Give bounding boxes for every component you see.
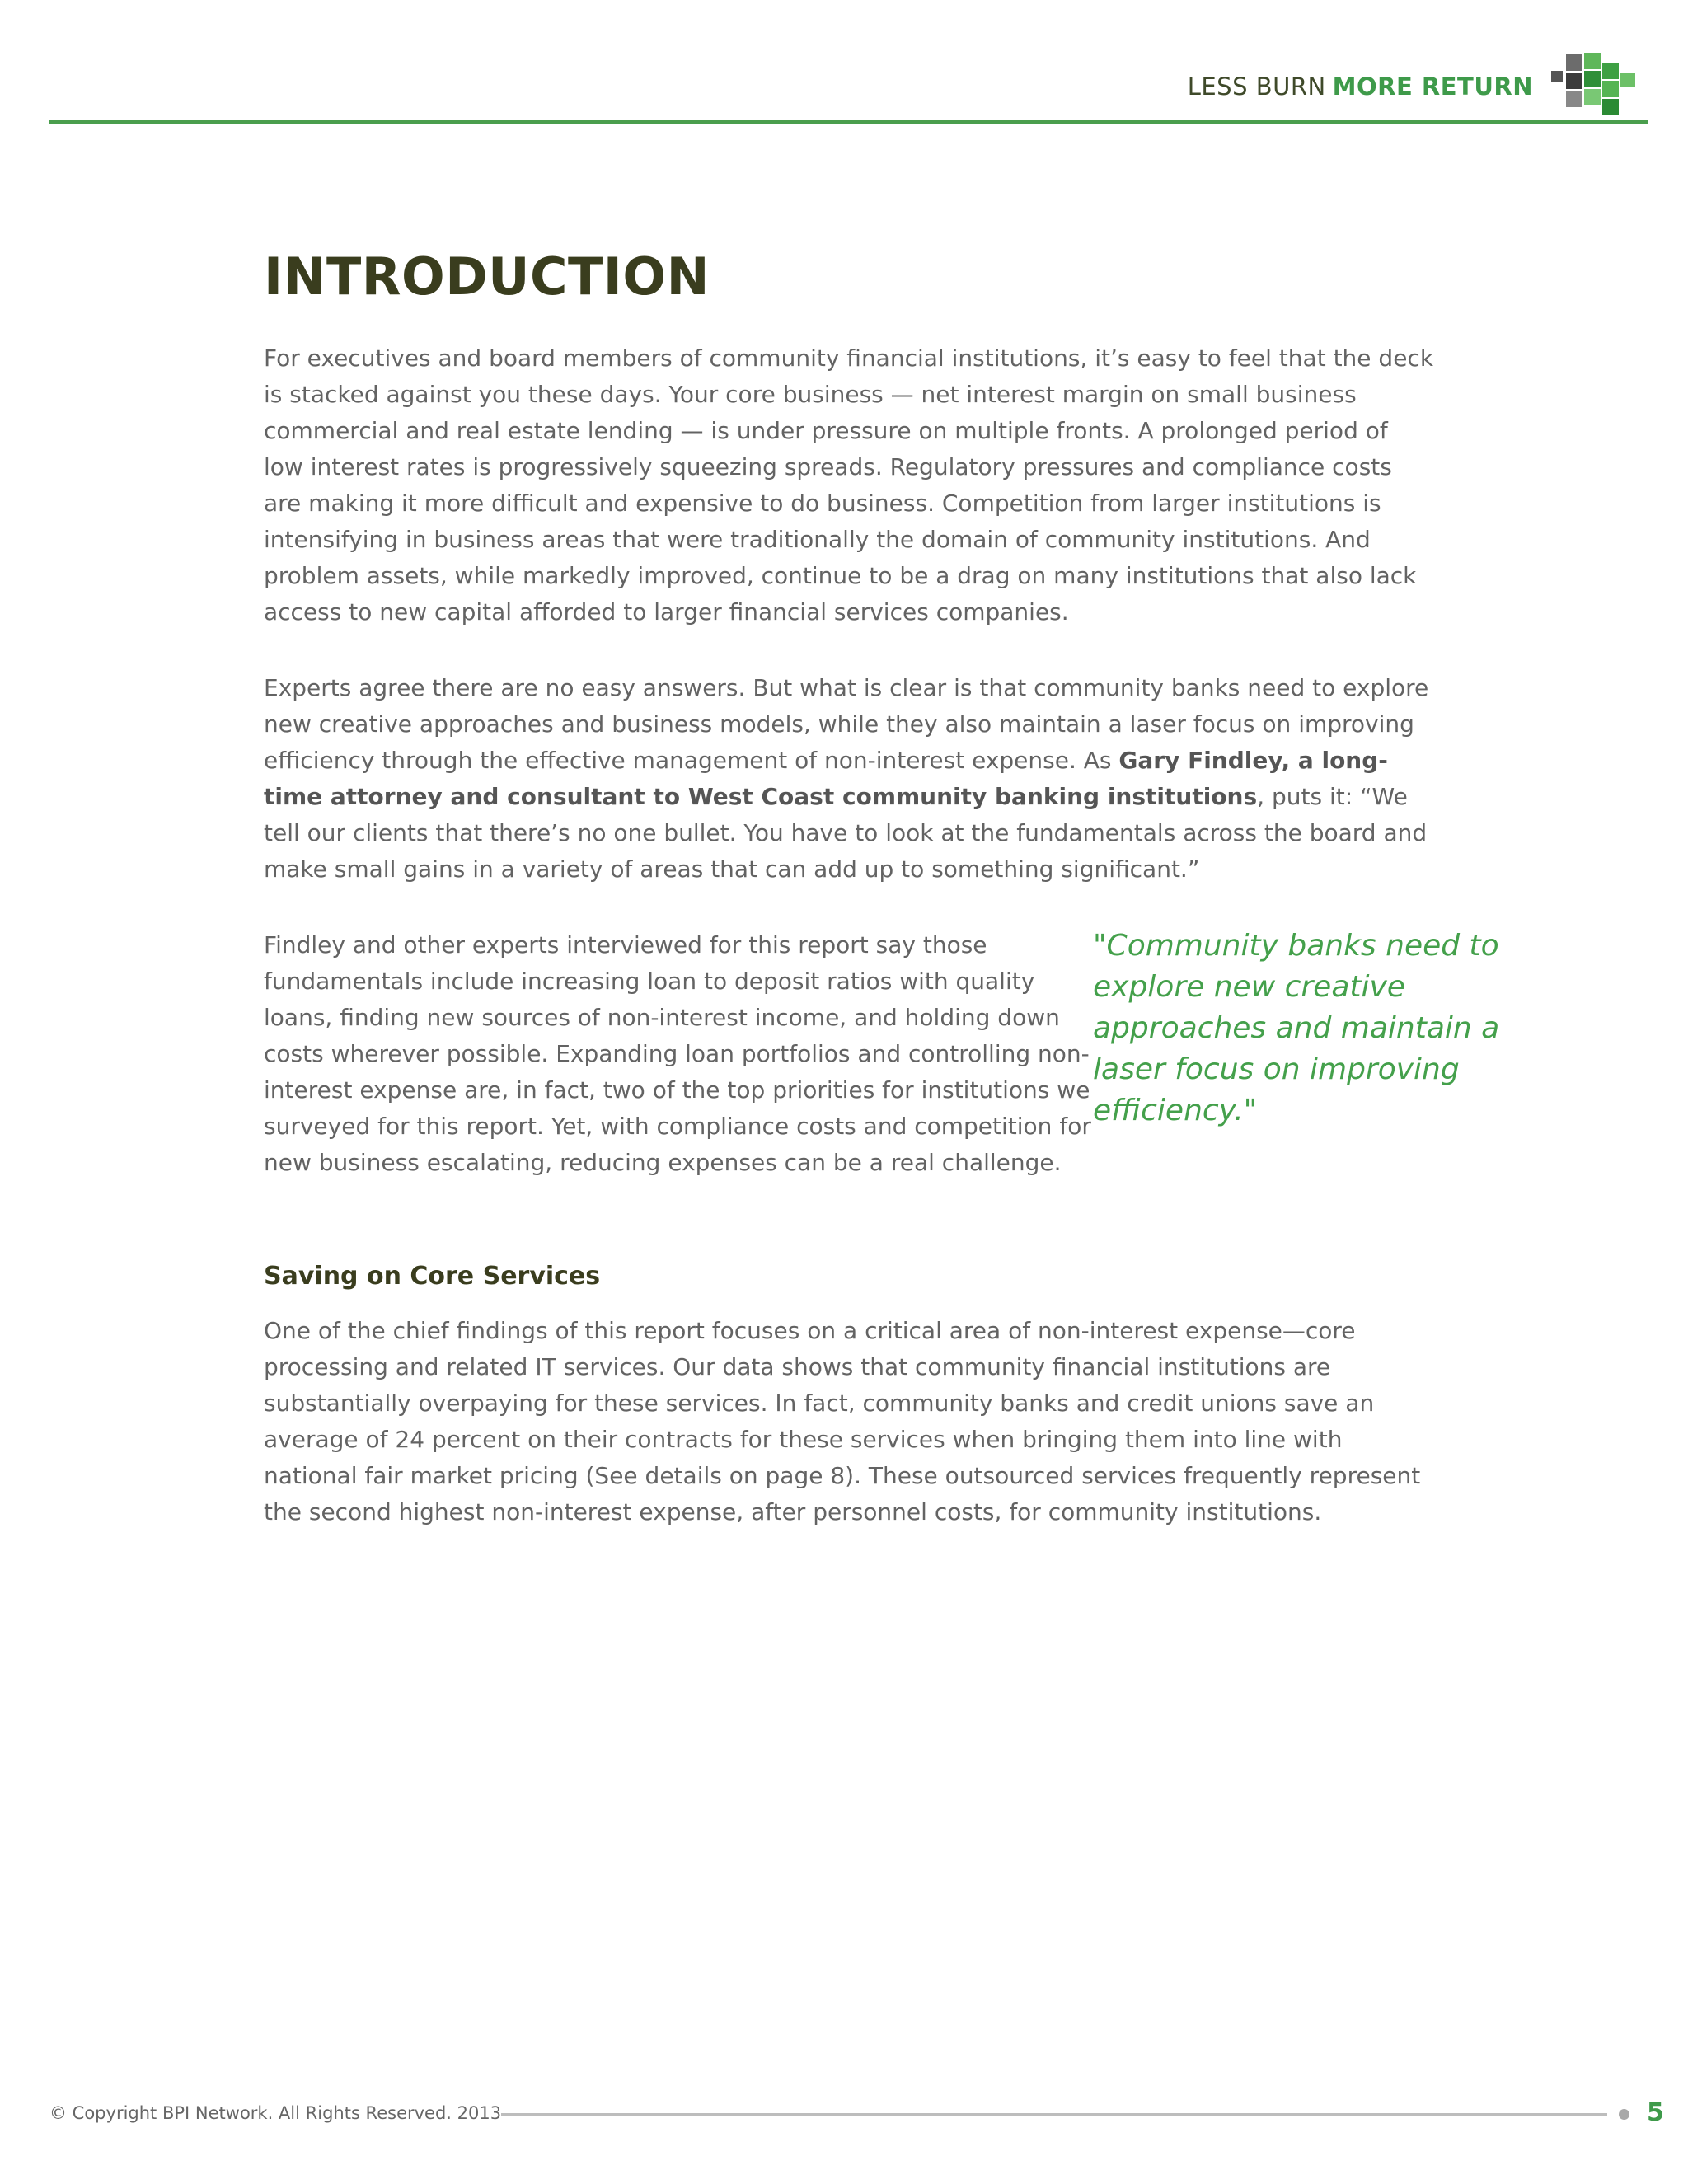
footer-rule bbox=[501, 2113, 1607, 2116]
paragraph-2-bold: Gary Findley, a long-time attorney and consultant to West Coast community banking institutions bbox=[264, 747, 1388, 811]
header-rule bbox=[49, 120, 1648, 124]
page-footer bbox=[49, 2098, 1664, 2131]
footer-dot bbox=[1619, 2109, 1629, 2120]
page-number: 5 bbox=[1647, 2098, 1664, 2127]
green-grey-squares-logo-icon bbox=[1551, 53, 1648, 115]
paragraph-4: One of the chief findings of this report focuses on a critical area of non-interest expense—core processing and related IT services. Our data shows that community financial institutions are substantially overpaying for these services. In fact, community banks and credit unions save an average of 24 percent on their contracts for these services when bringing them into line with national fair market pricing (See details on page 8). These outsourced services frequently represent the second highest non-interest expense, after personnel costs, for community institutions. bbox=[264, 1317, 1421, 1526]
paragraph-2 bbox=[264, 670, 1434, 888]
paragraph-2-end: , puts it: “We tell our clients that there’s no one bullet. You have to look at the fundamentals across the board and make small gains in a variety of areas that can add up to something significant.” bbox=[264, 783, 1428, 883]
paragraph-with-pullquote bbox=[264, 927, 1500, 1221]
subheading: Saving on Core Services bbox=[264, 1262, 601, 1291]
pull-quote: "Community banks need to explore new creative approaches and maintain a laser focus on improving efficiency." bbox=[1093, 929, 1500, 1128]
paragraph-2-start: Experts agree there are no easy answers. But what is clear is that community banks need to explore new creative approaches and business models, while they also maintain a laser focus on improving efficiency through the effective management of non-interest expense. As bbox=[264, 674, 1429, 775]
section-title: INTRODUCTION bbox=[264, 246, 710, 307]
header-title-less-burn: LESS BURN bbox=[1187, 73, 1326, 101]
main-content bbox=[264, 246, 1500, 1530]
header-title-more-return: MORE RETURN bbox=[1332, 73, 1533, 101]
copyright-text: © Copyright BPI Network. All Rights Reserved. 2013 bbox=[49, 2103, 502, 2123]
paragraph-1: For executives and board members of community financial institutions, it’s easy to feel that the deck is stacked against you these days. Your core business — net interest margin on small business commercial and real estate lending — is under pressure on multiple fronts. A prolonged period of low interest rates is progressively squeezing spreads. Regulatory pressures and compliance costs are making it more difficult and expensive to do business. Competition from larger institutions is intensifying in business areas that were traditionally the domain of community institutions. And problem assets, while markedly improved, continue to be a drag on many institutions that also lack access to new capital afforded to larger financial services companies. bbox=[264, 344, 1434, 626]
page-header bbox=[49, 48, 1648, 124]
header-title bbox=[1188, 73, 1533, 101]
paragraph-3: Findley and other experts interviewed for this report say those fundamentals include increasing loan to deposit ratios with quality loans, finding new sources of non-interest income, and holding down costs wherever possible. Expanding loan portfolios and controlling non-interest expense are, in fact, two of the top priorities for institutions we surveyed for this report. Yet, with compliance costs and competition for new business escalating, reducing expenses can be a real challenge. bbox=[264, 931, 1091, 1177]
